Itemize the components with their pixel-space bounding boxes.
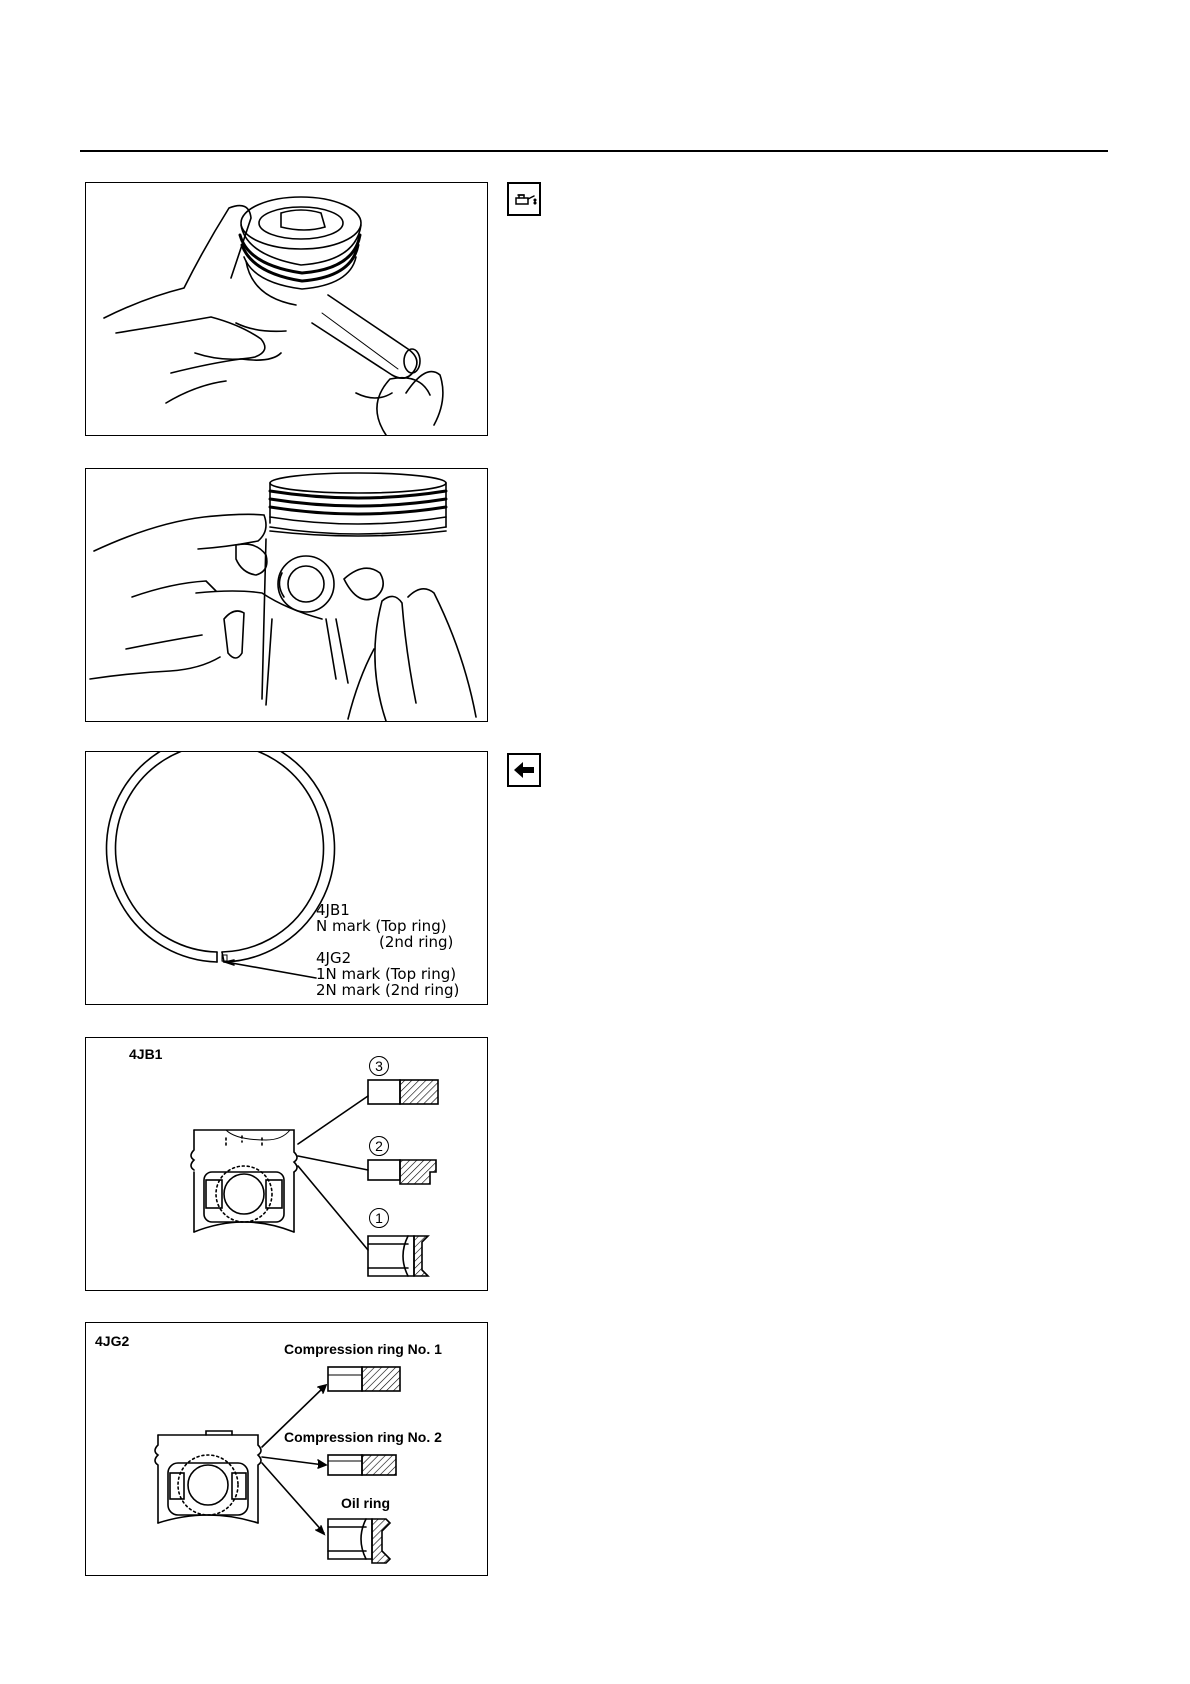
figure-piston-pin bbox=[85, 468, 488, 722]
label-oil-ring: Oil ring bbox=[341, 1495, 390, 1511]
engine-label-4jb1: 4JB1 bbox=[129, 1046, 163, 1062]
header-rule bbox=[80, 150, 1108, 152]
ring-number-2: 2 bbox=[369, 1136, 389, 1156]
label-n-mark: N mark (Top ring) bbox=[316, 917, 447, 935]
ring-number-3: 3 bbox=[369, 1056, 389, 1076]
arrow-left-icon bbox=[507, 753, 541, 787]
ring-number-1: 1 bbox=[369, 1208, 389, 1228]
label-4jg2: 4JG2 bbox=[316, 949, 352, 967]
engine-label-4jg2: 4JG2 bbox=[95, 1333, 130, 1349]
label-compression-ring-2: Compression ring No. 2 bbox=[284, 1429, 442, 1445]
label-1n-mark: 1N mark (Top ring) bbox=[316, 965, 457, 983]
figure-piston-handling bbox=[85, 182, 488, 436]
label-2nd-ring: (2nd ring) bbox=[379, 933, 454, 951]
figure-4jb1-ring-sections bbox=[85, 1037, 488, 1291]
figure-ring-marks bbox=[85, 751, 488, 1005]
oil-can-icon bbox=[507, 182, 541, 216]
label-4jb1: 4JB1 bbox=[316, 901, 350, 919]
figure-4jg2-ring-sections bbox=[85, 1322, 488, 1576]
label-compression-ring-1: Compression ring No. 1 bbox=[284, 1341, 442, 1357]
label-2n-mark: 2N mark (2nd ring) bbox=[316, 981, 460, 999]
